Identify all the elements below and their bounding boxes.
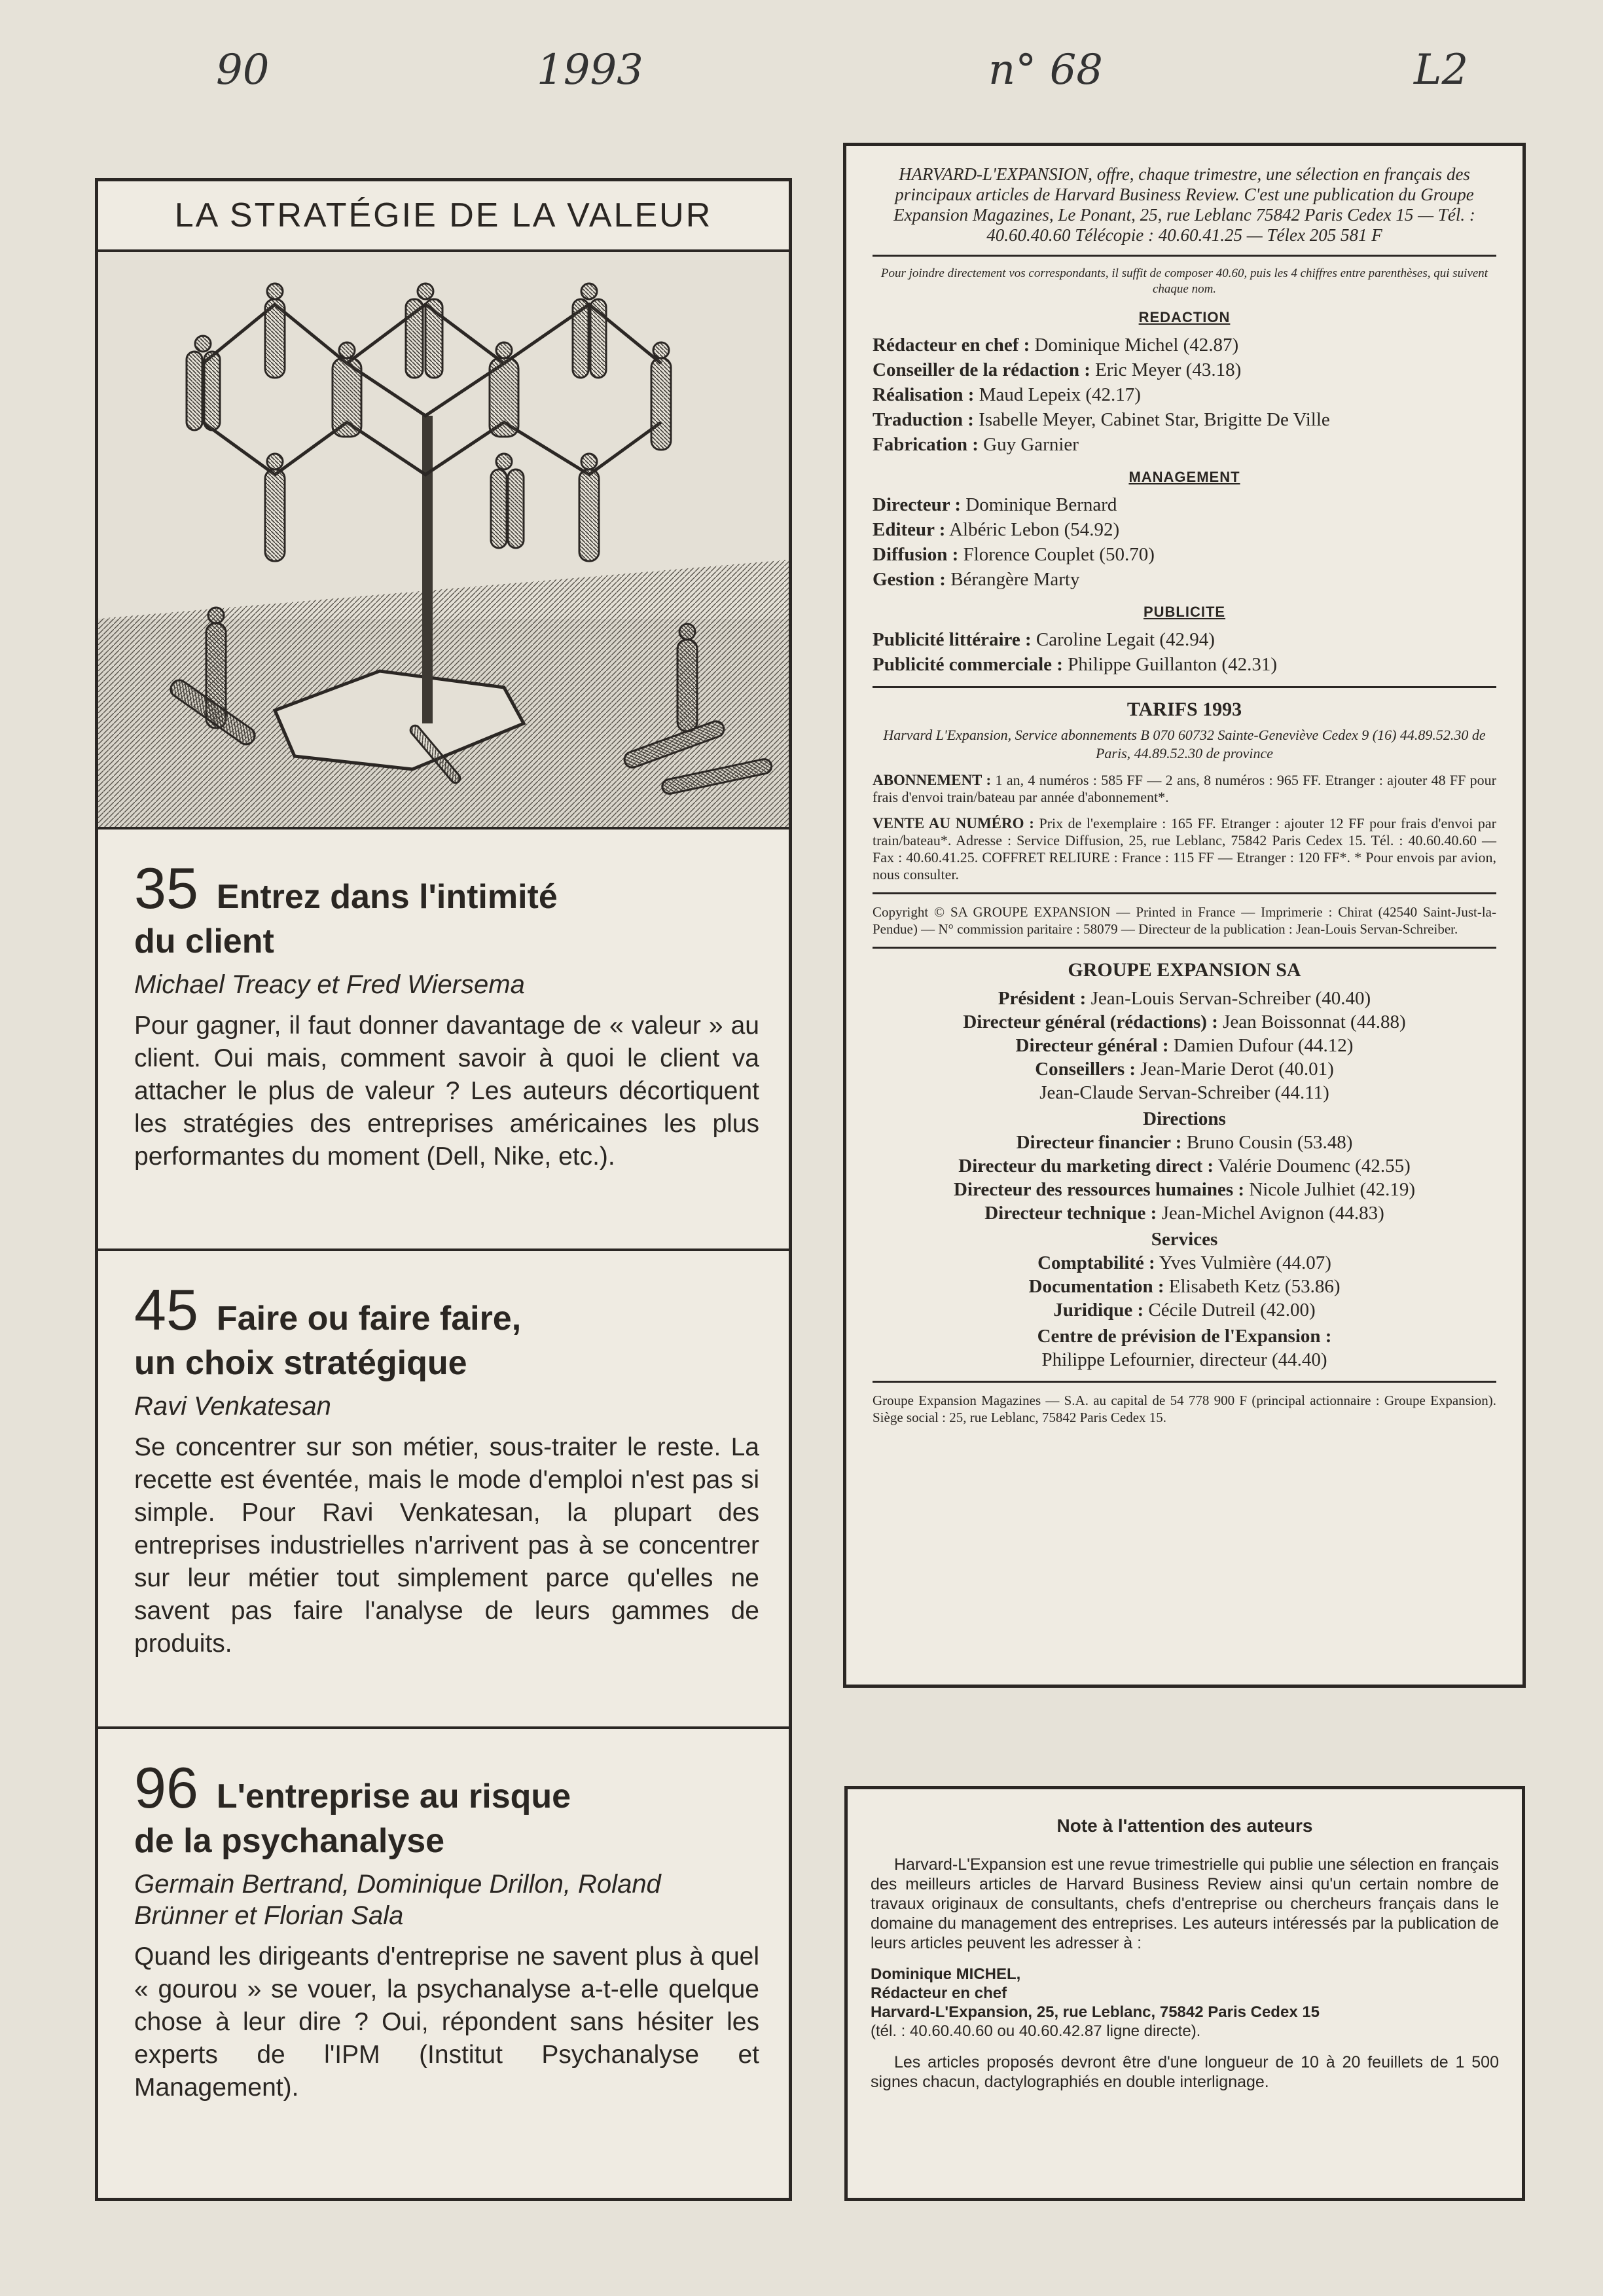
staff-line: Comptabilité : Yves Vulmière (44.07) xyxy=(1037,1252,1331,1273)
divider xyxy=(873,255,1496,257)
divider xyxy=(873,947,1496,949)
services-list xyxy=(873,1251,1496,1322)
directions-list xyxy=(873,1131,1496,1225)
copyright: Copyright © SA GROUPE EXPANSION — Printed in France — Imprimerie : Chirat (42540 Saint-Just-la-Pendue) — N° commission paritaire : 58079 — Directeur de la publication : Jean-Louis Servan-Schreiber. xyxy=(873,904,1496,937)
groupe-list xyxy=(873,987,1496,1104)
article-author: Ravi Venkatesan xyxy=(134,1392,331,1421)
handwritten-year: 1993 xyxy=(537,46,643,94)
contents-column xyxy=(95,178,792,2201)
article-page-number: 35 xyxy=(134,856,198,920)
article-summary: Se concentrer sur son métier, sous-traiter le reste. La recette est éventée, mais le mode d'emploi n'est pas si simple. Pour Ravi Venkatesan, la plupart des entreprises industrielles n'arrivent pas à se concentrer sur leur métier tout simplement parce qu'elles ne savent pas faire l'analyse de leurs gammes de produits. xyxy=(134,1433,759,1658)
note-paragraph: Harvard-L'Expansion est une revue trimestrielle qui publie une sélection en français des meilleurs articles de Harvard Business Review ainsi qu'un certain nombre de travaux originaux de consultants, chefs d'entreprise ou chercheurs français dans le domaine du management des entreprises. Les auteurs intéressés par la publication de leurs articles peuvent les adresser à : xyxy=(871,1855,1499,1952)
staff-line: Président : Jean-Louis Servan-Schreiber (40.40) xyxy=(998,988,1371,1009)
article-title[interactable]: Entrez dans l'intimité xyxy=(216,878,558,916)
article-title[interactable]: L'entreprise au risque xyxy=(216,1777,571,1815)
divider xyxy=(873,892,1496,894)
article-45[interactable] xyxy=(98,1251,789,1729)
vente-info: VENTE AU NUMÉRO : Prix de l'exemplaire : 165 FF. Etranger : ajouter 12 FF pour frais d'envoi par train/bateau*. Adresse : Service Diffusion, 25, rue Leblanc, 75842 Paris Cedex 15. Tél. : 40.60.40.60 — Fax : 40.60.41.25. COFFRET RELIURE : France : 115 FF — Etranger : 120 FF*. * Pour envois par avion, nous consulter. xyxy=(873,815,1496,883)
article-96[interactable] xyxy=(98,1729,789,2195)
staff-line: Directeur du marketing direct : Valérie Doumenc (42.55) xyxy=(958,1156,1411,1176)
management-heading: MANAGEMENT xyxy=(1128,469,1240,485)
staff-line: Juridique : Cécile Dutreil (42.00) xyxy=(1053,1300,1316,1321)
staff-line: Traduction : Isabelle Meyer, Cabinet Star, Brigitte De Ville xyxy=(873,409,1330,430)
article-title-line-2[interactable]: un choix stratégique xyxy=(134,1344,467,1382)
staff-line: Directeur technique : Jean-Michel Avignon (44.83) xyxy=(984,1203,1384,1224)
directions-heading: Directions xyxy=(1143,1108,1226,1129)
note-title: Note à l'attention des auteurs xyxy=(1056,1815,1313,1836)
staff-line: Réalisation : Maud Lepeix (42.17) xyxy=(873,384,1141,405)
staff-line: Diffusion : Florence Couplet (50.70) xyxy=(873,544,1155,565)
staff-line: Fabrication : Guy Garnier xyxy=(873,434,1079,455)
redaction-list xyxy=(873,333,1496,457)
staff-line: Directeur général : Damien Dufour (44.12) xyxy=(1015,1035,1354,1056)
article-title-line-2[interactable]: du client xyxy=(134,922,274,960)
redaction-heading: REDACTION xyxy=(1138,309,1231,325)
tarifs-heading: TARIFS 1993 xyxy=(1126,699,1242,720)
staff-line: Directeur financier : Bruno Cousin (53.48) xyxy=(1016,1132,1353,1153)
illustration xyxy=(98,252,789,829)
skittles-illustration xyxy=(98,252,789,827)
staff-line: Directeur : Dominique Bernard xyxy=(873,494,1117,515)
article-summary: Pour gagner, il faut donner davantage de « valeur » au client. Oui mais, comment savoir à quoi le client va attacher le plus de valeur ? Les auteurs décortiquent les stratégies des entreprises américaines les plus performantes du moment (Dell, Nike, etc.). xyxy=(134,1011,759,1171)
article-summary: Quand les dirigeants d'entreprise ne savent plus à quel « gourou » se vouer, la psychanalyse a-t-elle quelque chose à leur dire ? Oui, répondent sans hésiter les experts de l'IPM (Institut Psychanalyse et Management). xyxy=(134,1942,759,2102)
note-address: Dominique MICHEL, Rédacteur en chef Harvard-L'Expansion, 25, rue Leblanc, 75842 Paris Cedex 15 (tél. : 40.60.40.60 ou 40.60.42.87 ligne directe). xyxy=(871,1965,1320,2040)
masthead-intro: HARVARD-L'EXPANSION, offre, chaque trimestre, une sélection en français des principaux articles de Harvard Business Review. C'est une publication du Groupe Expansion Magazines, Le Ponant, 25, rue Leblanc 75842 Paris Cedex 15 — Tél. : 40.60.40.60 Télécopie : 40.60.41.25 — Télex 205 581 F xyxy=(893,164,1475,245)
staff-line: Conseillers : Jean-Marie Derot (40.01) xyxy=(1035,1059,1334,1080)
handwritten-page-number: 90 xyxy=(216,46,270,94)
staff-line: Publicité littéraire : Caroline Legait (42.94) xyxy=(873,629,1215,650)
management-list xyxy=(873,492,1496,592)
phone-note: Pour joindre directement vos correspondants, il suffit de composer 40.60, puis les 4 chiffres entre parenthèses, qui suivent chaque nom. xyxy=(880,266,1488,296)
section-title: LA STRATÉGIE DE LA VALEUR xyxy=(98,181,789,252)
publicite-heading: PUBLICITE xyxy=(1143,604,1226,620)
centre-heading: Centre de prévision de l'Expansion : xyxy=(1037,1326,1332,1347)
abonnement-info: ABONNEMENT : 1 an, 4 numéros : 585 FF — 2 ans, 8 numéros : 965 FF. Etranger : ajouter 48 FF pour frais d'envoi train/bateau par année d'abonnement*. xyxy=(873,772,1496,805)
article-page-number: 45 xyxy=(134,1277,198,1342)
masthead xyxy=(843,143,1526,1688)
staff-line: Directeur des ressources humaines : Nicole Julhiet (42.19) xyxy=(953,1179,1416,1200)
divider xyxy=(873,1381,1496,1383)
article-35[interactable] xyxy=(98,829,789,1251)
masthead-footer: Groupe Expansion Magazines — S.A. au capital de 54 778 900 F (principal actionnaire : Groupe Expansion). Siège social : 25, rue Leblanc, 75842 Paris Cedex 15. xyxy=(873,1393,1496,1425)
article-author: Michael Treacy et Fred Wiersema xyxy=(134,970,525,999)
article-title-line-2[interactable]: de la psychanalyse xyxy=(134,1822,445,1860)
staff-line: Editeur : Albéric Lebon (54.92) xyxy=(873,519,1120,540)
divider xyxy=(873,686,1496,688)
article-title[interactable]: Faire ou faire faire, xyxy=(216,1300,522,1338)
publicite-list xyxy=(873,627,1496,677)
tarifs-address: Harvard L'Expansion, Service abonnements B 070 60732 Sainte-Geneviève Cedex 9 (16) 44.89.52.30 de Paris, 44.89.52.30 de province xyxy=(883,727,1486,761)
staff-line: Rédacteur en chef : Dominique Michel (42.87) xyxy=(873,335,1239,355)
staff-line: Jean-Claude Servan-Schreiber (44.11) xyxy=(1039,1082,1329,1103)
staff-line: Documentation : Elisabeth Ketz (53.86) xyxy=(1028,1276,1341,1297)
staff-line: Conseiller de la rédaction : Eric Meyer (43.18) xyxy=(873,359,1242,380)
handwritten-issue: n° 68 xyxy=(988,46,1103,94)
note-paragraph: Les articles proposés devront être d'une longueur de 10 à 20 feuillets de 1 500 signes chacun, dactylographiés en double interlignage. xyxy=(871,2053,1499,2091)
authors-note xyxy=(844,1786,1525,2201)
groupe-heading: GROUPE EXPANSION SA xyxy=(1068,959,1301,981)
handwritten-code: L2 xyxy=(1414,46,1469,94)
article-page-number: 96 xyxy=(134,1755,198,1820)
staff-line: Directeur général (rédactions) : Jean Boissonnat (44.88) xyxy=(963,1011,1406,1032)
centre-name: Philippe Lefournier, directeur (44.40) xyxy=(1041,1349,1327,1370)
services-heading: Services xyxy=(1151,1229,1218,1250)
article-author: Germain Bertrand, Dominique Drillon, Roland Brünner et Florian Sala xyxy=(134,1870,661,1930)
staff-line: Publicité commerciale : Philippe Guillanton (42.31) xyxy=(873,654,1277,675)
staff-line: Gestion : Bérangère Marty xyxy=(873,569,1080,590)
